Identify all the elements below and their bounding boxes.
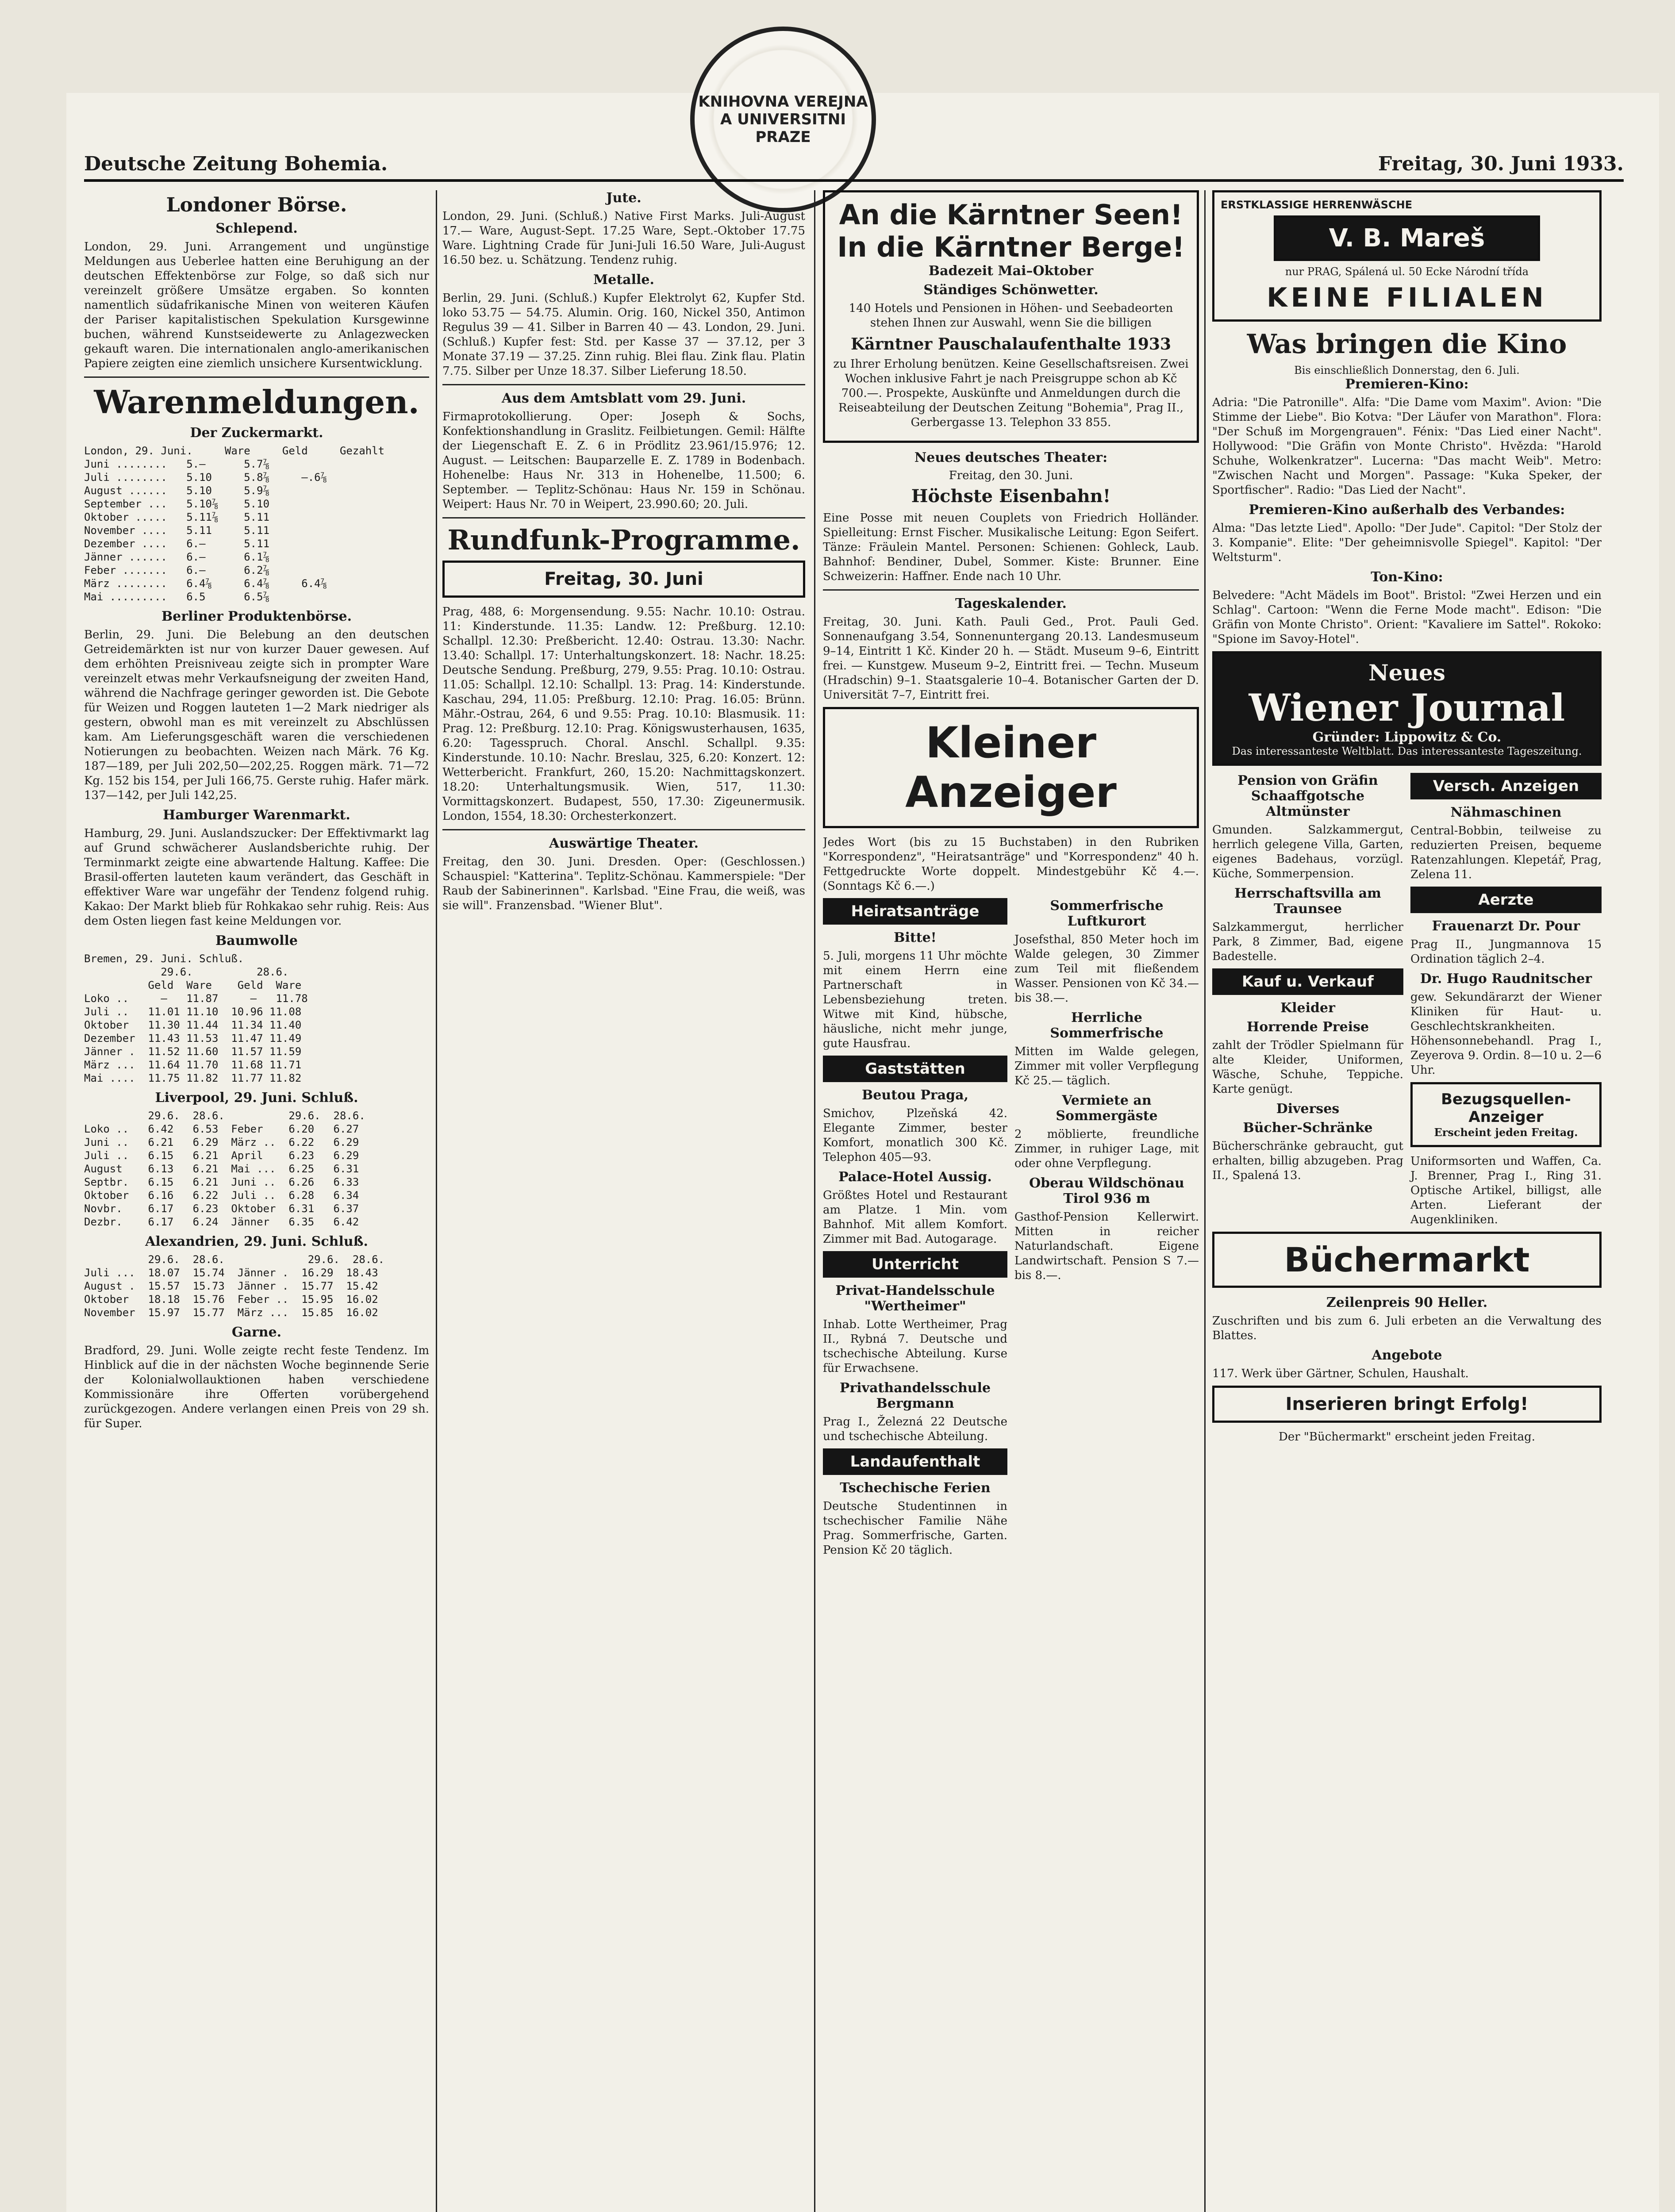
bezugs-box (1410, 1082, 1602, 1147)
mares-name: V. B. Mareš (1274, 215, 1540, 261)
hamburg-text: Hamburg, 29. Juni. Auslandszucker: Der Effektivmarkt lag auf Grund schwächerer Auslandsberichte ruhig. Der Terminmarkt zeigte eine abwartende Haltung. Kaffee: Die Brasil-offerten lauteten kaum verändert, das Geschäft in effektiver Ware war ungefähr der Tendenz folgend ruhig. Kakao: Der Markt blieb für Rohkakao sehr ruhig. Reis: Aus dem Osten liegen fast keine Meldungen vor. (84, 827, 429, 928)
land-category: Landaufenthalt (823, 1448, 1007, 1475)
classifieds-col-b (1014, 898, 1199, 1562)
buechermarkt-text: Zuschriften und bis zum 6. Juli erbeten an die Verwaltung des Blattes. (1212, 1314, 1602, 1342)
classifieds-col-a (823, 898, 1007, 1562)
theater-play: Höchste Eisenbahn! (911, 486, 1111, 507)
pension-head: Pension von Gräfin Schaaffgotsche Altmünster (1237, 773, 1378, 819)
jute-title: Jute. (606, 190, 642, 206)
raudnitz-text: gew. Sekundärarzt der Wiener Kliniken für Haut- u. Geschlechtskrankheiten. Höhensonnebehandl. Prag I., Zeyerova 9. Ordin. 8—10 u. 2—6 Uhr. (1410, 991, 1602, 1077)
angebote-text: 117. Werk über Gärtner, Schulen, Haushalt. (1212, 1367, 1469, 1380)
rundfunk-title: Rundfunk-Programme. (447, 524, 800, 556)
zucker-table: London, 29. Juni. Ware Geld Gezahlt Juni ........ 5.— 5.7⅞ Juli ........ 5.10 5.8⅞ —.6⅞ August ...... 5.10 5.9⅞ September ... 5.10⅞ 5.10 Oktober ..... 5.11⅞ 5.11 November .... 5.11 5.11 Dezember .... 6.— 5.11 Jänner ...... 6.— 6.1⅞ Feber ....... 6.— 6.2⅞ März ........ 6.4⅞ 6.4⅞ 6.4⅞ Mai ......... 6.5 6.5⅞ (84, 445, 385, 603)
kaernten-ad (823, 190, 1199, 443)
gast-head: Beutou Praga, (861, 1087, 969, 1103)
kaernten-text: 140 Hotels und Pensionen in Höhen- und Seebadeorten stehen Ihnen zur Auswahl, wenn Sie die billigen (849, 302, 1173, 330)
herrschaft-head: Herrschaftsvilla am Traunsee (1234, 886, 1381, 917)
column-reports (442, 190, 805, 2212)
kalender-text: Freitag, 30. Juni. Kath. Pauli Ged., Prot. Pauli Ged. Sonnenaufgang 3.54, Sonnenuntergang 20.13. Landesmuseum 9–14, Eintritt 1 Kč. Kinder 20 h. — Städt. Museum 9–6, Eintritt frei. — Kunstgew. Museum 9–2, Eintritt frei. — Techn. Museum (Hradschin) 9–1. Staatsgalerie 10–4. Botanischer Garten der D. Universität 7–7, Eintritt frei. (823, 615, 1199, 702)
boerse-subtitle: Schlepend. (215, 221, 298, 236)
herrliche-head: Herrliche Sommerfrische (1050, 1010, 1164, 1041)
mares-ad (1212, 190, 1602, 322)
kino-aussen: Premieren-Kino außerhalb des Verbandes: (1249, 502, 1565, 518)
hamburg-title: Hamburger Warenmarkt. (163, 807, 350, 823)
kino-list-2: Alma: "Das letzte Lied". Apollo: "Der Jude". Capitol: "Der Stolz der 3. Kompanie". Elite: "Der geheimnisvolle Spiegel". Kapitol: "Der Weltsturm". (1212, 522, 1602, 564)
versch-category: Versch. Anzeigen (1410, 773, 1602, 799)
bergmann-text: Prag I., Železná 22 Deutsche und tschechische Abteilung. (823, 1415, 1007, 1443)
wertheimer-text: Inhab. Lotte Wertheimer, Prag II., Rybná 7. Deutsche und tschechische Abteilung. Kurse für Erwachsene. (823, 1318, 1007, 1375)
mares-bottom: KEINE FILIALEN (1267, 282, 1547, 313)
divider (442, 517, 805, 518)
pension-text: Gmunden. Salzkammergut, herrlich gelegene Villa, Garten, eigenes Badehaus, vorzügl. Küche, Sommerpension. (1212, 823, 1403, 880)
alexandrien-table: 29.6. 28.6. 29.6. 28.6. Juli ... 18.07 15.74 Jänner . 16.29 18.43 August . 15.57 15.73 Jänner . 15.77 15.42 Oktober 18.18 15.76 Feber .. 15.95 16.02 November 15.97 15.77 März ... 15.85 16.02 (84, 1253, 385, 1319)
theater-title: Neues deutsches Theater: (914, 450, 1108, 465)
vermiete-text: 2 möblierte, freundliche Zimmer, in ruhiger Lage, mit oder ohne Verpflegung. (1014, 1128, 1199, 1170)
amtsblatt-title: Aus dem Amtsblatt vom 29. Juni. (501, 391, 746, 406)
bremen-table: Bremen, 29. Juni. Schluß. 29.6. 28.6. Geld Ware Geld Ware Loko .. — 11.87 — 11.78 Juli .. 11.01 11.10 10.96 11.08 Oktober 11.30 11.44 11.34 11.40 Dezember 11.43 11.53 11.47 11.49 Jänner . 11.52 11.60 11.57 11.59 März ... 11.64 11.70 11.68 11.71 Mai .... 11.75 11.82 11.77 11.82 (84, 952, 308, 1084)
kino-sub: Bis einschließlich Donnerstag, den 6. Juli. (1294, 364, 1520, 376)
vermiete-head: Vermiete an Sommergäste (1056, 1093, 1158, 1124)
classifieds-col-d (1410, 773, 1602, 1232)
kino-premieren: Premieren-Kino: (1345, 376, 1469, 392)
bergmann-head: Privathandelsschule Bergmann (839, 1380, 991, 1411)
heirat-category: Heiratsanträge (823, 898, 1007, 925)
jute-text: London, 29. Juni. (Schluß.) Native First Marks. Juli-August 17.— Ware, August-Sept. 17.25 Ware, Sept.-Oktober 17.75 Ware. Lightning Crade für Juni-Juli 16.50 Ware, Juli-August 16.50 bez. u. Schätzung. Tendenz ruhig. (442, 210, 805, 267)
kaernten-h2: In die Kärntner Berge! (837, 231, 1185, 263)
masthead-title: Deutsche Zeitung Bohemia. (84, 153, 388, 175)
frauenarzt-head: Frauenarzt Dr. Pour (1432, 918, 1580, 934)
mares-address: nur PRAG, Spálená ul. 50 Ecke Národní třída (1285, 265, 1529, 278)
gast-category: Gaststätten (823, 1056, 1007, 1082)
wildschoenau-text: Gasthof-Pension Kellerwirt. Mitten in reicher Naturlandschaft. Eigene Landwirtschaft. Pension S 7.— bis 8.—. (1014, 1210, 1199, 1282)
kaernten-sub2: Ständiges Schönwetter. (923, 282, 1099, 298)
produkten-title: Berliner Produktenbörse. (161, 609, 352, 624)
zucker-title: Der Zuckermarkt. (190, 425, 323, 441)
kleider-head: Kleider (1280, 1000, 1335, 1016)
classifieds-grid (823, 898, 1199, 1562)
wiener-founder: Gründer: Lippowitz & Co. (1312, 730, 1502, 745)
divider (442, 384, 805, 385)
column-rule (814, 190, 815, 2212)
wiener-sub: Das interessanteste Weltblatt. Das interessanteste Tageszeitung. (1232, 745, 1582, 757)
kaernten-h1: An die Kärntner Seen! (839, 199, 1183, 231)
palace-head: Palace-Hotel Aussig. (838, 1169, 992, 1185)
masthead (84, 148, 1624, 182)
warenmeldungen-title: Warenmeldungen. (94, 383, 419, 421)
gast-text: Smichov, Plzeňská 42. Elegante Zimmer, bester Komfort, monatlich 300 Kč. Telephon 405—93. (823, 1107, 1007, 1164)
column-rule (1204, 190, 1206, 2212)
ferien-text: Deutsche Studentinnen in tschechischer Familie Nähe Prag. Sommerfrische, Garten. Pension Kč 20 täglich. (823, 1500, 1007, 1557)
wiener-top: Neues (1368, 660, 1445, 686)
divider (442, 829, 805, 830)
alexandrien-title: Alexandrien, 29. Juni. Schluß. (145, 1234, 368, 1249)
metalle-title: Metalle. (593, 272, 654, 288)
divider (84, 376, 429, 378)
column-rule (436, 190, 437, 2212)
tonkino: Ton-Kino: (1371, 569, 1443, 585)
kauf-category: Kauf u. Verkauf (1212, 968, 1403, 995)
buecher-text: Bücherschränke gebraucht, gut erhalten, billig abzugeben. Prag II., Spalená 13. (1212, 1140, 1403, 1182)
boerse-title: Londoner Börse. (166, 194, 347, 216)
bezugs-sub: Erscheint jeden Freitag. (1434, 1126, 1578, 1139)
palace-text: Größtes Hotel und Restaurant am Platze. 1 Min. vom Bahnhof. Mit allem Komfort. Zimmer mit Bad. Autogarage. (823, 1189, 1007, 1246)
horrende-head: Horrende Preise (1246, 1019, 1369, 1035)
liverpool-table: 29.6. 28.6. 29.6. 28.6. Loko .. 6.42 6.53 Feber 6.20 6.27 Juni .. 6.21 6.29 März .. 6.22 6.29 Juli .. 6.15 6.21 April 6.23 6.29 August 6.13 6.21 Mai ... 6.25 6.31 Septbr. 6.15 6.21 Juni .. 6.26 6.33 Oktober 6.16 6.22 Juli .. 6.28 6.34 Novbr. 6.17 6.23 Oktober 6.31 6.37 Dezbr. 6.17 6.24 Jänner 6.35 6.42 (84, 1110, 365, 1228)
garne-title: Garne. (231, 1325, 282, 1340)
frauenarzt-text: Prag II., Jungmannova 15 Ordination täglich 2–4. (1410, 938, 1602, 966)
column-ads-calendar (823, 190, 1199, 2212)
horrende-text: zahlt der Trödler Spielmann für alte Kleider, Uniformen, Wäsche, Schuhe, Teppiche. Karte genügt. (1212, 1039, 1403, 1096)
theater-title: Auswärtige Theater. (549, 836, 699, 851)
wertheimer-head: Privat-Handelsschule "Wertheimer" (835, 1283, 995, 1314)
column-markets (84, 190, 429, 2212)
kino-list: Adria: "Die Patronille". Alfa: "Die Dame vom Maxim". Avion: "Die Stimme der Liebe". Bio Kotva: "Der Läufer von Marathon". Flora: "Der Schuß im Morgengrauen". Fénix: "Das Lied einer Nacht". Hollywood: "Die Gräfin von Monte Christo". Hvězda: "Harold Schuhe, Wolkenkratzer". Lucerna: "Das macht Weib". Metro: "Zwischen Nacht und Morgen". Passage: "Kuka Speker, der Sportfischer". Radio: "Das Lied der Nacht". (1212, 396, 1602, 497)
classifieds-col-c (1212, 773, 1403, 1232)
rundfunk-date: Freitag, 30. Juni (442, 561, 805, 598)
unterricht-category: Unterricht (823, 1251, 1007, 1278)
classifieds-grid-right (1212, 773, 1602, 1232)
aerzte-category: Aerzte (1410, 887, 1602, 913)
herrschaft-text: Salzkammergut, herrlicher Park, 8 Zimmer, Bad, eigene Badestelle. (1212, 921, 1403, 963)
kaernten-text2: zu Ihrer Erholung benützen. Keine Gesellschaftsreisen. Zwei Wochen inklusive Fahrt je nach Preisgruppe schon ab Kč 700.—. Prospekte, Auskünfte und Anmeldungen durch die Reiseabteilung der Deutschen Zeitung "Bohemia", Prag II., Gerbergasse 13. Telephon 33 855. (833, 357, 1189, 429)
inserieren-ad: Inserieren bringt Erfolg! (1212, 1386, 1602, 1423)
kaernten-pausch: Kärntner Pauschalaufenthalte 1933 (850, 335, 1172, 353)
naeh-head: Nähmaschinen (1450, 805, 1562, 820)
boerse-text: London, 29. Juni. Arrangement und ungünstige Meldungen aus Ueberlee hatten eine Beruhigung an der deutschen Effektenbörse zur Folge, so daß sich nur vereinzelt größere Umsätze ergaben. So konnten namentlich südafrikanische Minen von weiteren Käufen der Pariser kapitalistischen Spekulation Kursgewinne buchen, während Kunstseidewerte zu Anlagezwecken gekauft waren. Die internationalen anglo-amerikanischen Papiere zeigten eine ziemlich unsichere Kursentwicklung. (84, 240, 429, 370)
herrliche-text: Mitten im Walde gelegen, Zimmer mit voller Verpflegung Kč 25.— täglich. (1014, 1045, 1199, 1087)
amtsblatt-text: Firmaprotokollierung. Oper: Joseph & Sochs, Konfektionshandlung in Graslitz. Feilbietungen. Gemil: Hälfte der Liegenschaft E. Z. 6 in Prödlitz 23.961/15.976; 12. August. — Leitschen: Bauparzelle E. Z. 1789 in Bodenbach. Hohenelbe: Haus Nr. 313 in Hohenelbe, 11.500; 6. September. — Teplitz-Schönau: Haus Nr. 159 in Schönau. Weipert: Haus Nr. 70 in Weipert, 23.990.60; 20. Juli. (442, 410, 805, 511)
wiener-title: Wiener Journal (1249, 686, 1565, 730)
buechermarkt-sub: Zeilenpreis 90 Heller. (1326, 1295, 1488, 1310)
theater-text: Freitag, den 30. Juni. Dresden. Oper: (Geschlossen.) Schauspiel: "Katterina". Teplitz-Schönau. Kammerspiele: "Der Raub der Sabinerinnen". Karlsbad. "Eine Frau, die weiß, was sie will". Franzensbad. "Wiener Blut". (442, 855, 805, 912)
stamp-text: KNIHOVNA VEREJNA A UNIVERSITNI PRAZE (698, 93, 868, 146)
raudnitz-head: Dr. Hugo Raudnitscher (1420, 971, 1592, 987)
kaernten-sub1: Badezeit Mai–Oktober (928, 263, 1094, 279)
heirat-head: Bitte! (894, 930, 937, 945)
buecher-head: Bücher-Schränke (1243, 1120, 1373, 1136)
ferien-head: Tschechische Ferien (840, 1480, 991, 1496)
footer-note: Der "Büchermarkt" erscheint jeden Freitag. (1278, 1430, 1535, 1444)
buechermarkt-title: Büchermarkt (1212, 1232, 1602, 1288)
heirat-text: 5. Juli, morgens 11 Uhr möchte mit einem Herrn eine Partnerschaft in Lebensbeziehung treten. Witwe mit Kind, hübsche, häusliche, nicht mehr junge, gute Hausfrau. (823, 949, 1007, 1050)
kino-title: Was bringen die Kino (1247, 329, 1567, 360)
liverpool-title: Liverpool, 29. Juni. Schluß. (155, 1090, 358, 1106)
wiener-journal-ad (1212, 651, 1602, 766)
bezugs-text: Uniformsorten und Waffen, Ca. J. Brenner, Prag I., Ring 31. Optische Artikel, billigst, alle Arten. Lieferant der Augenkliniken. (1410, 1155, 1602, 1226)
column-kino-ads (1212, 190, 1602, 2212)
rundfunk-text: Prag, 488, 6: Morgensendung. 9.55: Nachr. 10.10: Ostrau. 11: Kinderstunde. 11.35: Landw. 12: Preßburg. 12.10: Schallpl. 12.30: Preßbericht. 12.40: Ostrau. 13.30: Nachr. 13.40: Schallpl. 17: Unterhaltungskonzert. 18: Nachr. 18.25: Deutsche Sendung. Preßburg, 279, 9.55: Prag. 10.10: Ostrau. 11.05: Schallpl. 12.10: Schallpl. 13: Prag. 14: Kinderstunde. Kaschau, 294, 11.05: Preßburg. 12.10: Prag. 16.05: Brünn. Mähr.-Ostrau, 264, 6 und 9.55: Prag. 10.10: Blasmusik. 11: Prag. 12: Preßburg. 12.10: Prag. Königswusterhausen, 1635, 6.20: Tagesspruch. Choral. Anschl. Schallpl. 9.35: Kinderstunde. 10.10: Nachr. Breslau, 325, 6.20: Konzert. 12: Wetterbericht. Frankfurt, 260, 15.20: Nachmittagskonzert. 18.20: Unterhaltungsmusik. Wien, 517, 11.30: Vormittagskonzert. Budapest, 550, 17.30: Zigeunermusik. London, 1554, 18.30: Orchesterkonzert. (442, 605, 805, 823)
theater-date: Freitag, den 30. Juni. (949, 469, 1073, 482)
sommer-head: Sommerfrische Luftkurort (1050, 898, 1164, 929)
wildschoenau-head: Oberau Wildschönau Tirol 936 m (1029, 1175, 1184, 1206)
sommer-text: Josefsthal, 850 Meter hoch im Walde gelegen, 30 Zimmer zum Teil mit fließendem Wasser. Pensionen von Kč 34.— bis 38.—. (1014, 933, 1199, 1005)
kleiner-anzeiger-title: Kleiner Anzeiger (823, 707, 1199, 828)
metalle-text: Berlin, 29. Juni. (Schluß.) Kupfer Elektrolyt 62, Kupfer Std. loko 53.75 — 54.75. Alumin. Orig. 160, Nickel 350, Antimon Regulus 39 — 41. Silber in Barren 40 — 43. London, 29. Juni. (Schluß.) Kupfer fest: Std. per Kasse 37 — 37.12, per 3 Monate 37.19 — 37.25. Zinn ruhig. Blei flau. Zink flau. Platin 7.75. Silber per Unze 18.37. Silber Lieferung 18.50. (442, 292, 805, 378)
mares-top: ERSTKLASSIGE HERRENWÄSCHE (1221, 199, 1413, 211)
library-stamp (690, 27, 876, 212)
angebote-head: Angebote (1372, 1348, 1442, 1363)
divider (823, 589, 1199, 591)
diverses-head: Diverses (1276, 1101, 1340, 1117)
kleiner-anzeiger-text: Jedes Wort (bis zu 15 Buchstaben) in den Rubriken "Korrespondenz", "Heiratsanträge" und "Korrespondenz" 40 h. Fettgedruckte Worte doppelt. Mindestgebühr Kč 4.—. (Sonntags Kč 6.—.) (823, 836, 1199, 893)
masthead-date: Freitag, 30. Juni 1933. (1378, 153, 1624, 175)
baumwolle-title: Baumwolle (215, 933, 298, 949)
theater-cast: Eine Posse mit neuen Couplets von Friedrich Holländer. Spielleitung: Ernst Fischer. Musikalische Leitung: Egon Seifert. Tänze: Fräulein Mantel. Personen: Schienen: Gohleck, Laub. Bahnhof: Bendiner, Dubel, Sommer. Kiste: Brunner. Eine Schweizerin: Haffner. Ende nach 10 Uhr. (823, 511, 1199, 583)
bezugs-category: Bezugsquellen-Anzeiger (1441, 1091, 1571, 1126)
produkten-text: Berlin, 29. Juni. Die Belebung an den deutschen Getreidemärkten ist nur von kurzer Dauer gewesen. Auf dem erhöhten Preisniveau zeigte sich in prompter Ware vereinzelt etwas mehr Verkaufsneigung der zweiten Hand, während die Nachfrage geringer geworden ist. Die Gebote für Weizen und Roggen lauteten 1—2 Mark niedriger als gestern, obwohl man es mit vereinzelt zu Abschlüssen kam. Am Lieferungsgeschäft waren die verschiedenen Notierungen zu beobachten. Weizen nach Märk. 76 Kg. 187—189, per Juli 202,50—202,25. Roggen märk. 71—72 Kg. 152 bis 154, per Juli 166,75. Gerste ruhig. Hafer märk. 137—142, per Juli 142,25. (84, 628, 429, 802)
kalender-title: Tageskalender. (955, 596, 1067, 611)
kino-list-3: Belvedere: "Acht Mädels im Boot". Bristol: "Zwei Herzen und ein Schlag". Cartoon: "Wenn die Ferne Mode macht". Edison: "Die Gräfin von Monte Christo". Orient: "Kavaliere im Sattel". Rokoko: "Spione im Savoy-Hotel". (1212, 589, 1602, 646)
naeh-text: Central-Bobbin, teilweise zu reduzierten Preisen, bequeme Ratenzahlungen. Klepetář, Prag, Zelena 11. (1410, 824, 1602, 881)
garne-text: Bradford, 29. Juni. Wolle zeigte recht feste Tendenz. Im Hinblick auf die in der nächsten Woche beginnende Serie der Kolonialwollauktionen haben verschiedene Kommissionäre ihre Offerten vorübergehend zurückgezogen. Andere verlangen einen Preis von 29 sh. für Super. (84, 1344, 429, 1430)
